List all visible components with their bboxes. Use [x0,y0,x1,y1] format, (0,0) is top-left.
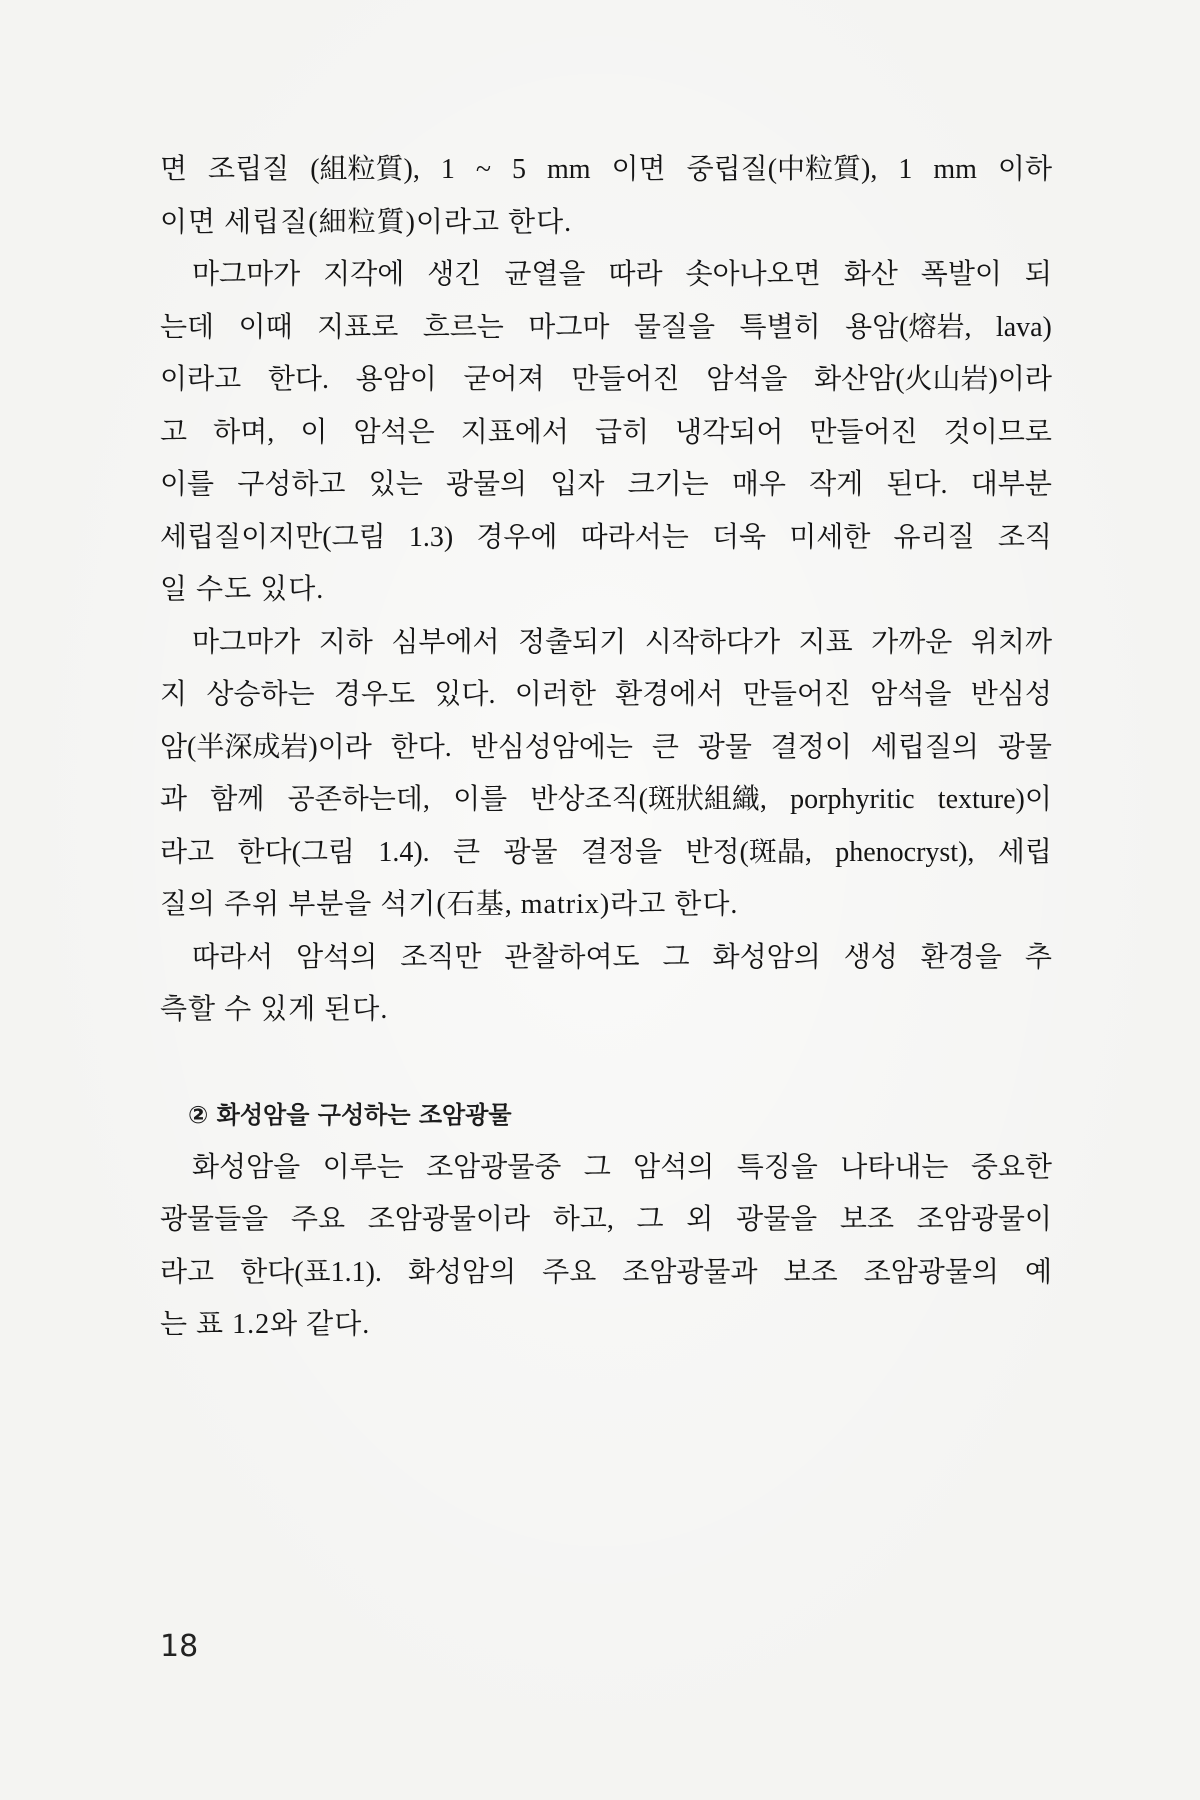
word: 광물을 [736,1204,818,1235]
word: 중요한 [970,1151,1052,1183]
word: 냉각되어 [675,416,784,448]
word: 특징을 [736,1151,818,1183]
word: 따라서 [192,941,274,973]
word: 이러한 [514,679,596,710]
word: 중립질(中粒質), [686,154,878,185]
word: 암석의 [296,941,378,973]
word: 솟아나오면 [685,259,821,290]
text-line [160,407,1052,460]
word: 라고 [160,836,215,868]
word: 되 [1024,259,1052,290]
word: 조암광물중 [426,1151,562,1183]
word: 크기는 [627,469,709,500]
word: 경우도 [333,679,416,710]
word: (組粒質), [310,154,420,185]
word: 특별히 [739,311,821,343]
text-line [160,774,1052,827]
text-line: 질의 주위 부분을 석기(石基, matrix)라고 한다. [160,889,739,920]
word: 그 [583,1151,611,1183]
word: 라고 [160,1256,215,1288]
word: mm [933,154,977,185]
word: 용암이 [355,364,437,395]
word: 지표에서 [460,416,569,448]
word: 결정을 [580,836,663,868]
word: 광물 [697,731,752,763]
text-line [160,302,1052,355]
text-line [160,1247,1052,1300]
word: 암석을 [870,679,952,710]
word: 광물 [997,731,1052,763]
word: 미세한 [789,521,871,553]
word: 는데 [160,311,215,343]
word: 광물 [503,836,558,868]
word: 조암광물이 [916,1204,1052,1235]
word: 암석의 [633,1151,715,1183]
word: 광물의 [445,469,528,500]
word: ~ [475,154,491,185]
word: 암석은 [353,416,435,448]
text-line: 는 표 1.2와 같다. [160,1309,371,1340]
word: 입자 [550,469,605,500]
word: 한다. [267,364,329,395]
paragraph [160,1142,1052,1352]
word: 큰 [651,731,679,763]
word: 공존하는데, [287,784,430,815]
word: 반심성 [970,679,1052,710]
word: 조암광물과 [622,1256,758,1288]
word: 1 [898,154,913,185]
word: 세립질의 [870,731,979,763]
word: 굳어져 [463,364,545,395]
word: 하며, [213,416,275,448]
text-line [160,144,1052,197]
word: 주요 [542,1256,597,1288]
word: 광물들을 [160,1204,269,1235]
word: 이를 [160,469,215,500]
paragraph [160,249,1052,617]
text-line [160,459,1052,512]
word: 관찰하여도 [504,941,640,973]
word: 이라고 [160,364,242,395]
word: 환경에서 [615,679,724,710]
word: 세립 [997,836,1052,868]
text-line [160,827,1052,880]
text-line [160,1194,1052,1247]
word: 가까운 [871,626,953,658]
word: 주요 [290,1204,346,1235]
word: 위치까 [970,626,1052,658]
word: 1 [440,154,455,185]
text-line [160,249,1052,302]
word: 환경을 [920,941,1002,973]
word: 과 [160,784,188,815]
word: 지표로 [317,311,399,343]
word: 외 [686,1204,714,1235]
word: 하고, [552,1204,614,1235]
text-line [160,722,1052,775]
word: 폭발이 [920,259,1002,290]
word: 상승하는 [206,679,315,710]
word: 따라 [608,259,663,290]
word: 이하 [997,154,1052,185]
word: 조직 [997,521,1052,553]
word: 나타내는 [840,1151,949,1183]
word: 암(半深成岩)이라 [160,731,372,763]
word: 추 [1024,941,1052,973]
word: 예 [1024,1256,1052,1288]
word: mm [546,154,591,185]
text-line [160,354,1052,407]
word: 지 [160,679,188,710]
word: 면 [160,154,188,185]
word: 마그마가 [192,259,301,290]
word: 한다(그림 [237,836,355,868]
word: 더욱 [711,521,767,553]
text-line [160,669,1052,722]
word: 있다. [434,679,496,710]
word: 마그마가 [192,626,301,658]
word: 따라서는 [580,521,689,553]
word: 만들어진 [571,364,680,395]
text-line: 측할 수 있게 된다. [160,994,389,1025]
word: lava) [995,311,1052,343]
word: 조암광물이라 [367,1204,531,1235]
text-line [160,617,1052,670]
word: 반정(斑晶, [685,836,812,868]
word: 그 [636,1204,664,1235]
text-line [160,932,1052,985]
word: 한다(표1.1). [240,1256,382,1288]
word: 것이므로 [943,416,1052,448]
word: 만들어진 [742,679,851,710]
word: 작게 [809,469,864,500]
word: 대부분 [970,469,1052,500]
word: 화산 [843,259,898,290]
word: 용암(熔岩, [845,311,972,343]
word: 생성 [843,941,898,973]
word: 이면 [611,154,666,185]
word: 5 [511,154,526,185]
word: 암석을 [706,364,788,395]
word: 반심성암에는 [470,731,633,763]
word: 화성암을 [192,1151,301,1183]
word: 생긴 [427,259,482,290]
page-number: 18 [160,1629,199,1664]
paragraph [160,932,1052,1037]
word: 지각에 [323,259,405,290]
word: 조직만 [400,941,482,973]
word: 화성암의 [712,941,821,973]
word: 고 [160,416,188,448]
word: 지표 [798,626,853,658]
word: 이때 [238,311,293,343]
word: 화성암의 [407,1256,517,1288]
section-heading: ② 화성암을 구성하는 조암광물 [188,1101,512,1129]
word: 균열을 [504,259,586,290]
text-line [160,512,1052,565]
text-line: 일 수도 있다. [160,574,325,605]
word: 된다. [886,469,948,500]
word: 큰 [453,836,481,868]
word: 보조 [839,1204,895,1235]
word: 유리질 [893,521,975,553]
word: 세립질이지만(그림 [160,521,386,553]
word: 반상조직(斑狀組織, [530,784,767,815]
word: 조립질 [208,154,290,185]
word: 구성하고 [237,469,346,500]
text-line: 이면 세립질(細粒質)이라고 한다. [160,206,573,238]
word: 만들어진 [809,416,918,448]
word: 함께 [210,784,265,815]
word: 경우에 [476,521,558,553]
word: 1.3) [408,521,454,553]
word: phenocryst), [835,836,975,868]
word: 시작하다가 [644,626,781,658]
word: 조암광물의 [863,1256,999,1288]
word: 이루는 [322,1151,404,1183]
word: 결정이 [770,731,852,763]
word: 급히 [594,416,650,448]
word: 있는 [368,469,423,500]
word: 1.4). [378,836,430,868]
word: 이 [300,416,328,448]
text-line [160,1142,1052,1195]
word: 보조 [783,1256,838,1288]
word: 심부에서 [391,626,500,658]
word: porphyritic [790,784,915,815]
word: 이를 [453,784,508,815]
word: 물질을 [633,311,716,343]
word: 그 [662,941,690,973]
word: 지하 [318,626,373,658]
word: texture)이 [937,784,1052,815]
word: 한다. [390,731,452,763]
paragraph [160,144,1052,249]
paragraph [160,617,1052,932]
word: 매우 [731,469,786,500]
body-text [160,144,1052,1352]
word: 화산암(火山岩)이라 [814,364,1052,395]
word: 마그마 [528,311,610,343]
word: 정출되기 [518,626,627,658]
word: 흐르는 [422,311,504,343]
